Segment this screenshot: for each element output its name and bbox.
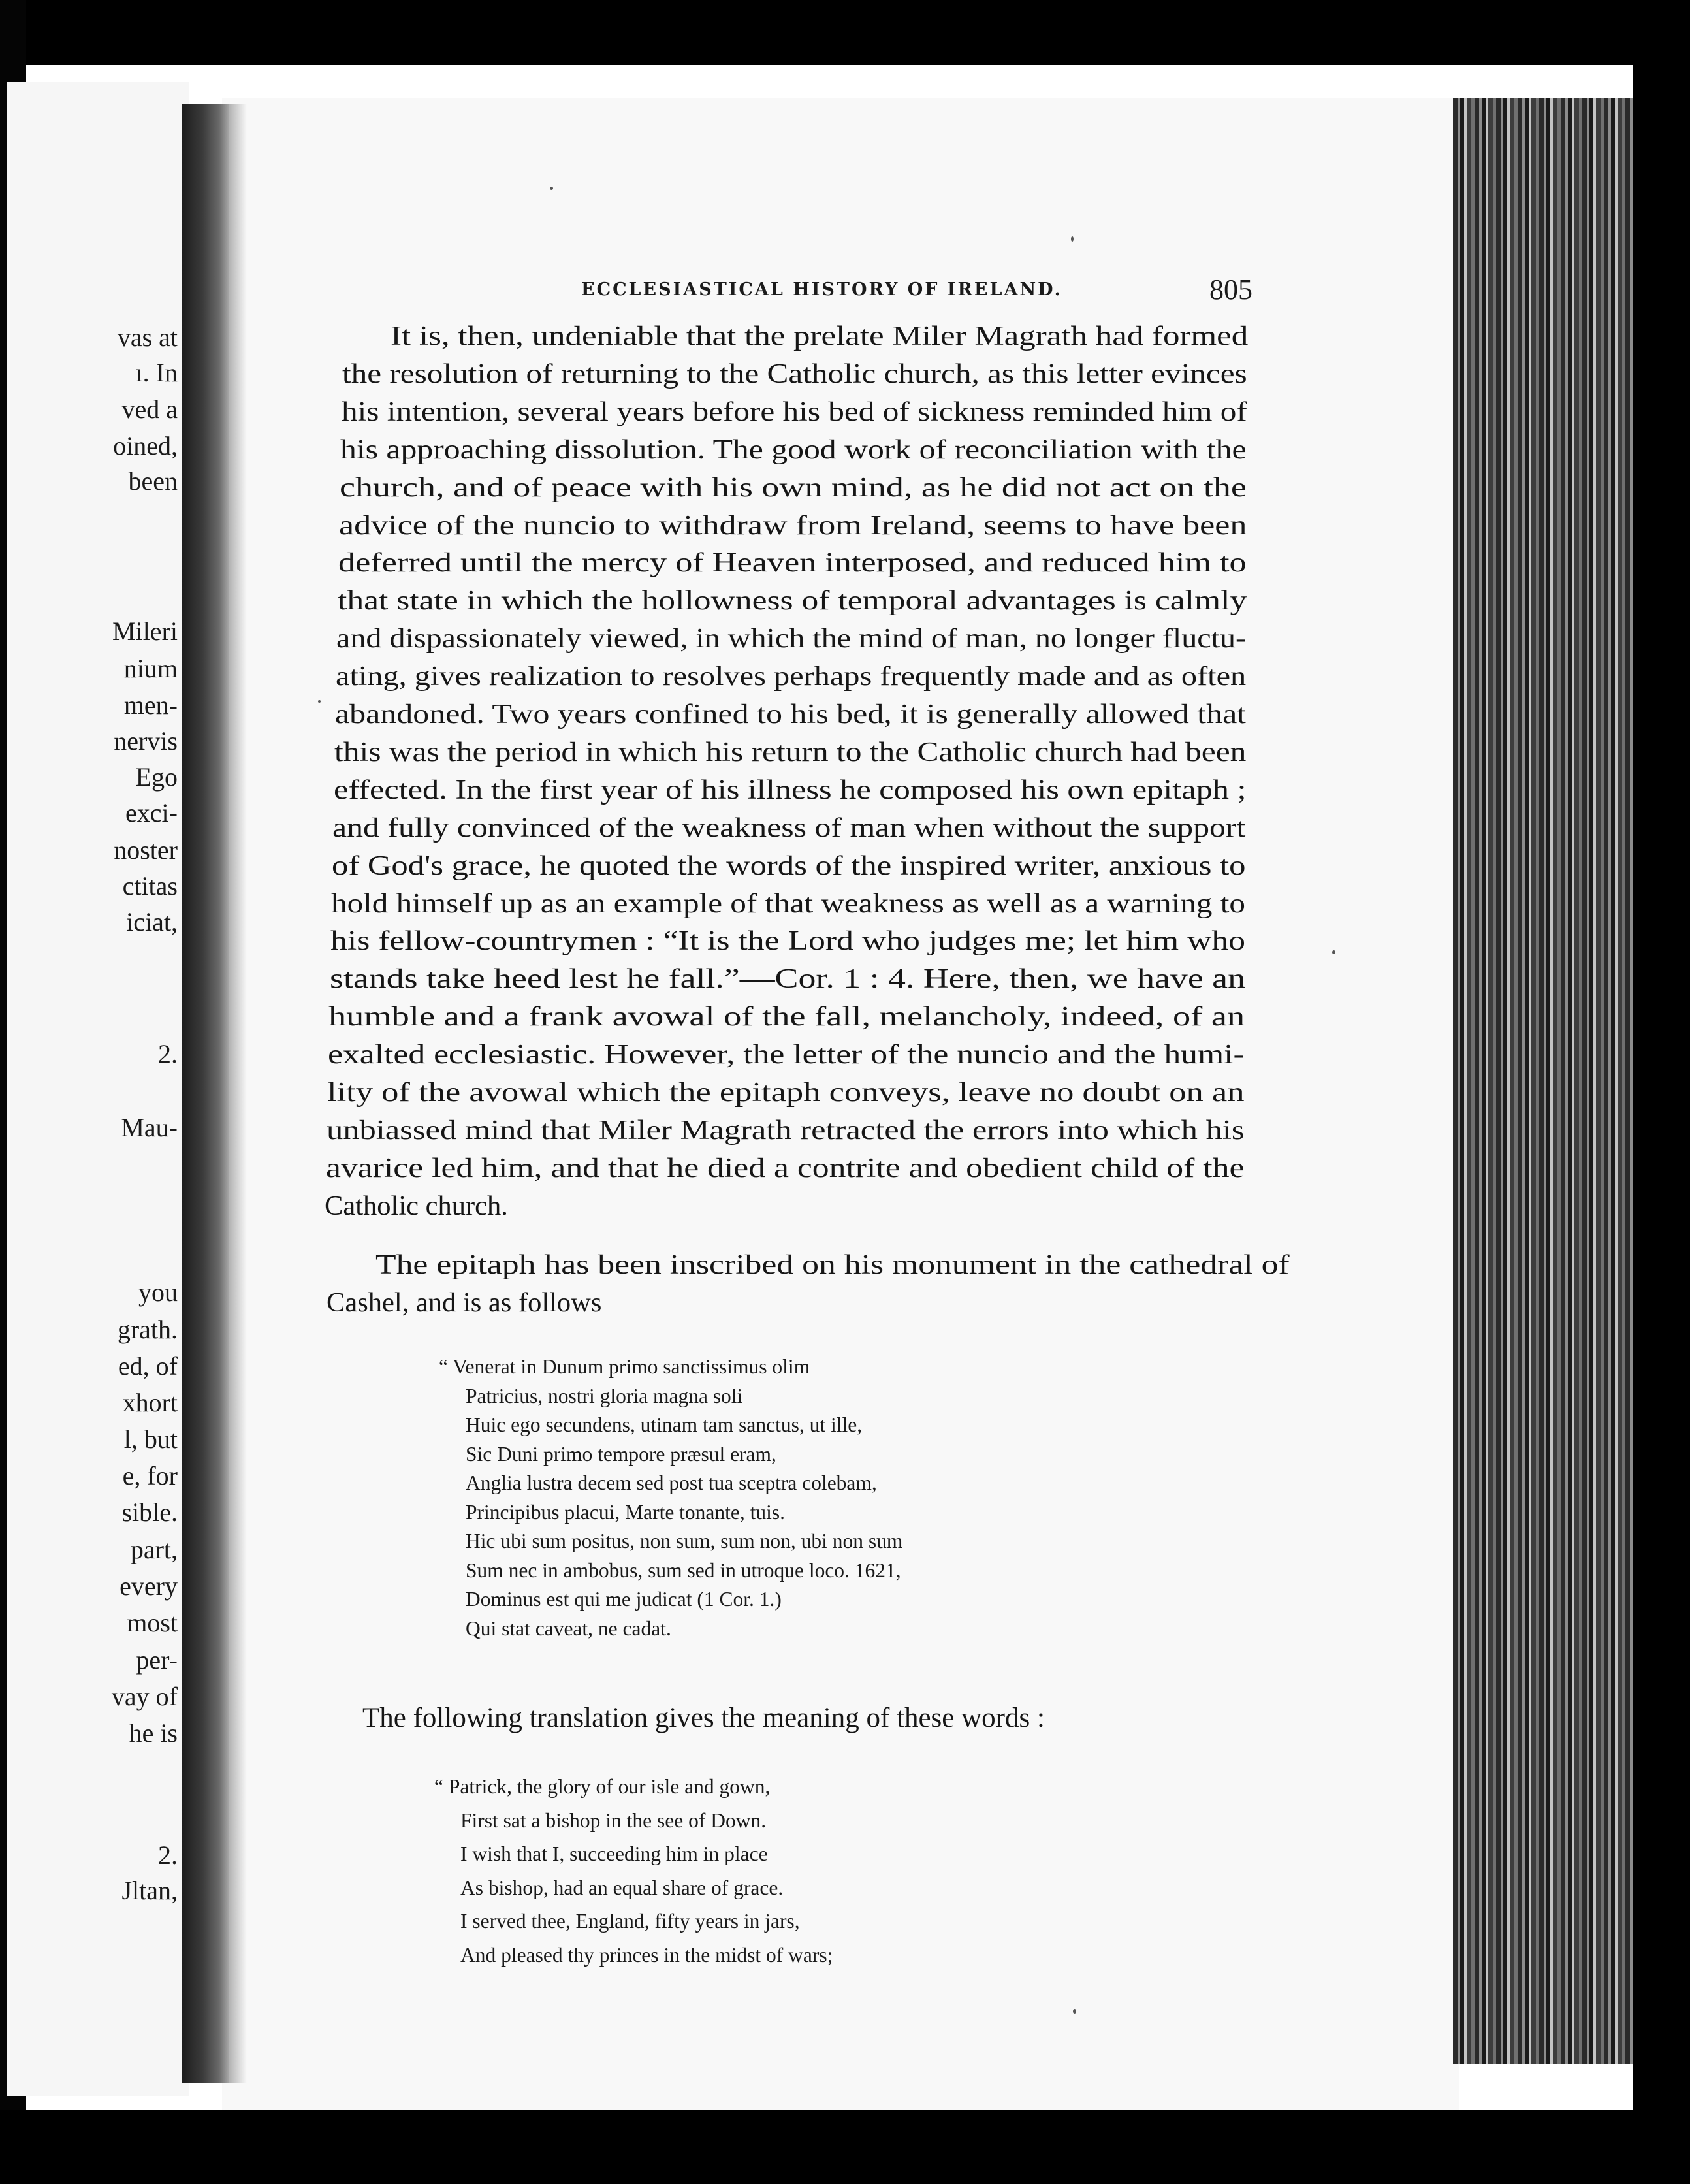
body-text-line: It is, then, undeniable that the prelate Miler Magrath had formed — [391, 321, 1249, 351]
body-text-line: hold himself up as an example of that weakness as well as a warning to — [331, 888, 1245, 919]
facing-page-fragment: vas at — [117, 323, 178, 352]
translation-line: I served thee, England, fifty years in jars, — [460, 1910, 800, 1933]
facing-page-fragment: Jltan, — [121, 1876, 178, 1905]
body-text-line: Catholic church. — [325, 1191, 508, 1221]
running-head: ECCLESIASTICAL HISTORY OF IRELAND. — [581, 280, 1062, 300]
scan-border-top — [0, 0, 1690, 65]
facing-page-fragment: ı. In — [135, 358, 178, 387]
epitaph-line: “ Venerat in Dunum primo sanctissimus olim — [439, 1355, 810, 1378]
translation-line: I wish that I, succeeding him in place — [460, 1842, 768, 1865]
facing-page-fragment: every — [120, 1571, 178, 1601]
facing-page-fragment: you — [138, 1277, 178, 1307]
epitaph-line: Qui stat caveat, ne cadat. — [466, 1617, 671, 1640]
page-number: 805 — [1209, 274, 1252, 306]
epitaph-line: Sum nec in ambobus, sum sed in utroque loco. 1621, — [466, 1559, 901, 1582]
body-text-line: ating, gives realization to resolves perhaps frequently made and as often — [336, 661, 1247, 692]
facing-page-fragment: xhort — [122, 1388, 178, 1417]
facing-page-fragment: been — [128, 466, 178, 496]
body-text-line: that state in which the hollowness of temporal advantages is calmly — [338, 585, 1247, 616]
facing-page-fragment: ved a — [121, 394, 178, 424]
facing-page — [7, 82, 189, 2096]
body-text-line: and fully convinced of the weakness of man when without the support — [332, 812, 1246, 843]
body-text-line: The epitaph has been inscribed on his monument in the cathedral of — [375, 1249, 1290, 1280]
facing-page-fragment: oined, — [113, 431, 178, 460]
facing-page-fragment: vay of — [111, 1682, 178, 1711]
translation-line: First sat a bishop in the see of Down. — [460, 1809, 767, 1832]
body-text-line: his fellow-countrymen : “It is the Lord who judges me; let him who — [330, 925, 1246, 956]
scan-speck — [318, 700, 321, 703]
body-text-line: exalted ecclesiastic. However, the letter of the nuncio and the humi- — [328, 1039, 1245, 1070]
body-text-line: abandoned. Two years confined to his bed, it is generally allowed that — [335, 699, 1247, 730]
facing-page-fragment: iciat, — [126, 907, 178, 937]
body-text-line: avarice led him, and that he died a contrite and obedient child of the — [326, 1153, 1245, 1183]
body-text-line: lity of the avowal which the epitaph conveys, leave no doubt on an — [327, 1077, 1245, 1108]
body-text-line: church, and of peace with his own mind, as he did not act on the — [340, 472, 1247, 503]
facing-page-fragment: men- — [123, 690, 178, 720]
epitaph-line: Patricius, nostri gloria magna soli — [466, 1385, 743, 1407]
scan-border-bottom — [0, 2110, 1690, 2184]
body-text-line: of God's grace, he quoted the words of the inspired writer, anxious to — [332, 850, 1246, 881]
body-text-line: unbiassed mind that Miler Magrath retracted the errors into which his — [327, 1115, 1245, 1146]
scan-speck — [550, 187, 553, 190]
facing-page-fragment: ctitas — [122, 871, 178, 901]
scan-speck — [1071, 236, 1074, 242]
body-text-line: his approaching dissolution. The good work of reconciliation with the — [340, 434, 1247, 465]
facing-page-fragment: 2. — [158, 1039, 178, 1068]
facing-page-fragment: Ego — [135, 762, 178, 792]
facing-page-fragment: per- — [136, 1645, 178, 1675]
facing-page-fragment: Mileri — [112, 617, 178, 646]
facing-page-fragment: he is — [129, 1718, 178, 1748]
body-text-line: deferred until the mercy of Heaven interposed, and reduced him to — [338, 547, 1247, 578]
body-text-line: this was the period in which his return to the Catholic church had been — [334, 737, 1247, 767]
page-edges — [1453, 98, 1633, 2064]
body-text-line: stands take heed lest he fall.”—Cor. 1 : 4. Here, then, we have an — [330, 963, 1245, 994]
translation-line: As bishop, had an equal share of grace. — [460, 1876, 784, 1899]
facing-page-fragment: e, for — [122, 1461, 178, 1490]
facing-page-fragment: 2. — [158, 1840, 178, 1870]
epitaph-line: Huic ego secundens, utinam tam sanctus, ut ille, — [466, 1413, 863, 1436]
facing-page-fragment: exci- — [125, 798, 178, 827]
body-text-line: the resolution of returning to the Catholic church, as this letter evinces — [342, 359, 1247, 389]
epitaph-line: Anglia lustra decem sed post tua sceptra colebam, — [466, 1471, 877, 1494]
epitaph-line: Principibus placui, Marte tonante, tuis. — [466, 1501, 786, 1524]
epitaph-line: Dominus est qui me judicat (1 Cor. 1.) — [466, 1588, 782, 1611]
scan-speck — [1073, 2009, 1076, 2014]
facing-page-fragment: most — [127, 1608, 178, 1637]
facing-page-fragment: grath. — [117, 1315, 178, 1344]
facing-page-fragment: noster — [114, 835, 178, 865]
facing-page-fragment: sible. — [121, 1498, 178, 1527]
scan-speck — [1332, 950, 1335, 954]
translation-intro: The following translation gives the meaning of these words : — [362, 1703, 1045, 1733]
facing-page-fragment: nium — [123, 654, 178, 683]
epitaph-line: Hic ubi sum positus, non sum, sum non, ubi non sum — [466, 1530, 903, 1552]
body-text-line: effected. In the first year of his illness he composed his own epitaph ; — [334, 775, 1247, 805]
scan-border-right — [1633, 0, 1690, 2184]
book-gutter — [182, 104, 229, 2083]
body-text-line: his intention, several years before his bed of sickness reminded him of — [342, 396, 1247, 427]
facing-page-fragment: Mau- — [121, 1113, 178, 1142]
facing-page-fragment: part, — [130, 1535, 178, 1564]
epitaph-line: Sic Duni primo tempore præsul eram, — [466, 1443, 776, 1466]
translation-line: “ Patrick, the glory of our isle and gown, — [434, 1775, 771, 1798]
translation-line: And pleased thy princes in the midst of wars; — [460, 1944, 833, 1967]
body-text-line: and dispassionately viewed, in which the mind of man, no longer fluctu- — [336, 623, 1247, 654]
facing-page-fragment: ed, of — [118, 1351, 178, 1381]
gutter-shadow — [229, 104, 247, 2083]
body-text-line: Cashel, and is as follows — [327, 1287, 602, 1318]
body-text-line: humble and a frank avowal of the fall, melancholy, indeed, of an — [328, 1001, 1245, 1032]
body-text-line: advice of the nuncio to withdraw from Ireland, seems to have been — [339, 510, 1247, 541]
facing-page-fragment: l, but — [123, 1424, 178, 1454]
facing-page-fragment: nervis — [114, 726, 178, 756]
